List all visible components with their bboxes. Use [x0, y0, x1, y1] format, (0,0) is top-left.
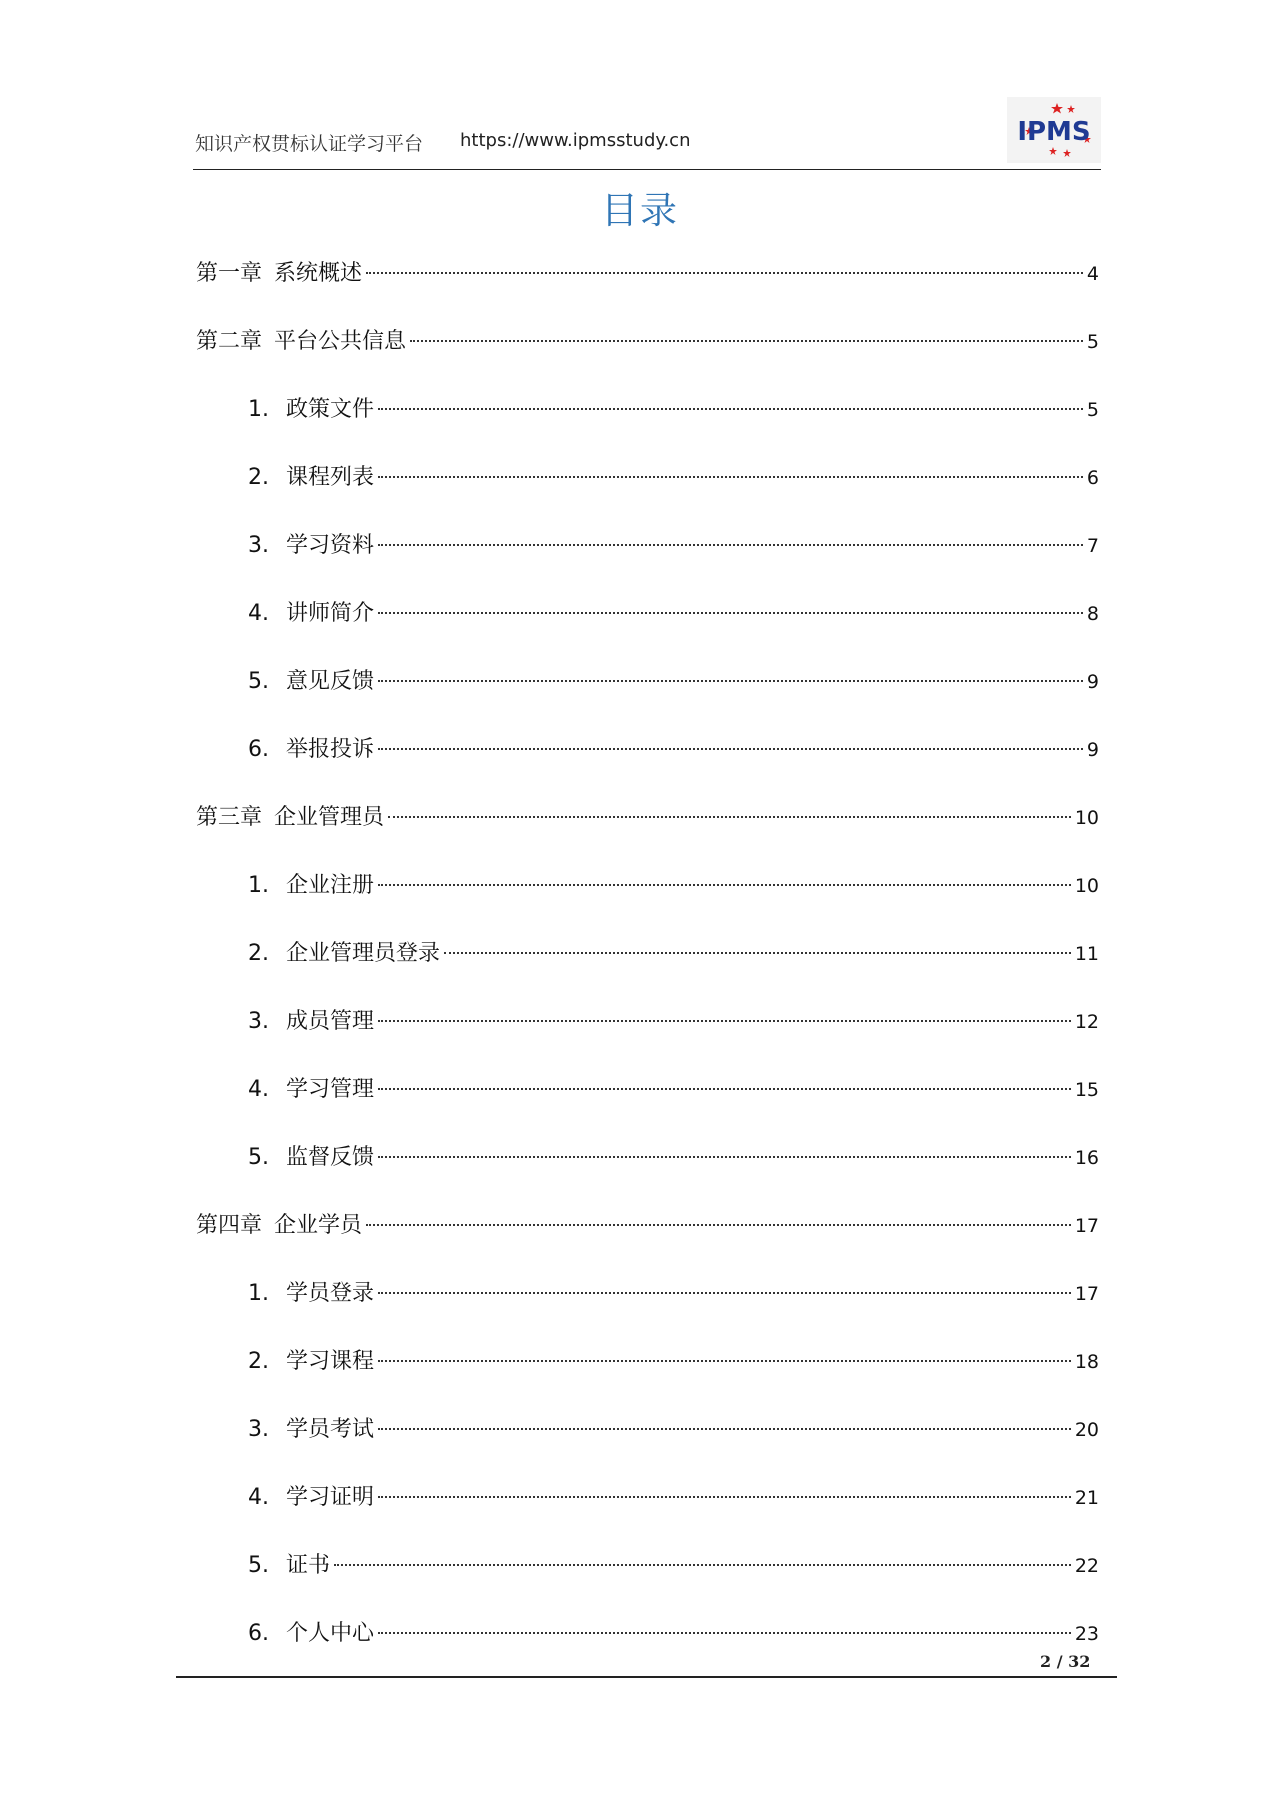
toc-entry-label: 学员登录: [286, 1281, 375, 1306]
toc-page-number: 20: [1074, 1419, 1099, 1441]
toc-page-number: 17: [1074, 1215, 1099, 1237]
toc-section-number: 1.: [248, 397, 269, 422]
toc-page-number: 10: [1074, 807, 1099, 829]
toc-dot-leader: [378, 748, 1083, 750]
toc-section-entry[interactable]: [248, 1548, 1099, 1578]
toc-dot-leader: [366, 272, 1083, 274]
toc-page-number: 10: [1074, 875, 1099, 897]
toc-dot-leader: [378, 1020, 1071, 1022]
toc-entry-label: 证书: [286, 1553, 331, 1578]
toc-page-number: 7: [1086, 535, 1099, 557]
toc-page-number: 4: [1086, 263, 1099, 285]
toc-entry-label: 成员管理: [286, 1009, 375, 1034]
toc-page-number: 22: [1074, 1555, 1099, 1577]
toc-page-number: 15: [1074, 1079, 1099, 1101]
toc-section-entry[interactable]: [248, 392, 1099, 422]
toc-page-number: 18: [1074, 1351, 1099, 1373]
toc-section-number: 3.: [248, 533, 269, 558]
toc-section-entry[interactable]: [248, 664, 1099, 694]
toc-entry-label: 系统概述: [274, 261, 363, 286]
toc-section-entry[interactable]: [248, 1276, 1099, 1306]
toc-page-number: 9: [1086, 671, 1099, 693]
toc-section-number: 2.: [248, 941, 269, 966]
toc-dot-leader: [378, 1360, 1071, 1362]
toc-section-number: 1.: [248, 1281, 269, 1306]
toc-page-number: 6: [1086, 467, 1099, 489]
toc-section-entry[interactable]: [248, 596, 1099, 626]
toc-dot-leader: [444, 952, 1071, 954]
toc-dot-leader: [378, 408, 1083, 410]
toc-entry-label: 学习课程: [286, 1349, 375, 1374]
toc-entry-label: 个人中心: [286, 1621, 375, 1646]
site-name: 知识产权贯标认证学习平台: [195, 133, 424, 155]
toc-section-entry[interactable]: [248, 936, 1099, 966]
toc-entry-label: 学员考试: [286, 1417, 375, 1442]
toc-page-number: 9: [1086, 739, 1099, 761]
toc-dot-leader: [378, 612, 1083, 614]
toc-chapter-number: 第二章: [196, 329, 263, 354]
toc-section-entry[interactable]: [248, 460, 1099, 490]
toc-section-number: 3.: [248, 1417, 269, 1442]
toc-section-number: 5.: [248, 669, 269, 694]
toc-dot-leader: [378, 1496, 1071, 1498]
toc-section-entry[interactable]: [248, 1004, 1099, 1034]
toc-section-entry[interactable]: [248, 1480, 1099, 1510]
toc-entry-label: 企业管理员: [274, 805, 385, 830]
toc-dot-leader: [378, 884, 1071, 886]
toc-entry-label: 举报投诉: [286, 737, 375, 762]
toc-dot-leader: [378, 1156, 1071, 1158]
toc-section-number: 5.: [248, 1145, 269, 1170]
toc-entry-label: 平台公共信息: [274, 329, 407, 354]
toc-section-entry[interactable]: [248, 1140, 1099, 1170]
toc-dot-leader: [378, 680, 1083, 682]
toc-dot-leader: [378, 1428, 1071, 1430]
toc-section-number: 3.: [248, 1009, 269, 1034]
toc-dot-leader: [378, 544, 1083, 546]
toc-page-number: 17: [1074, 1283, 1099, 1305]
toc-entry-label: 企业管理员登录: [286, 941, 441, 966]
toc-section-entry[interactable]: [248, 868, 1099, 898]
toc-dot-leader: [378, 1632, 1071, 1634]
toc-page-number: 8: [1086, 603, 1099, 625]
toc-section-entry[interactable]: [248, 1412, 1099, 1442]
toc-page-number: 16: [1074, 1147, 1099, 1169]
toc-section-entry[interactable]: [248, 1072, 1099, 1102]
toc-chapter-entry[interactable]: [196, 800, 1099, 830]
toc-dot-leader: [378, 1088, 1071, 1090]
toc-dot-leader: [366, 1224, 1071, 1226]
toc-dot-leader: [378, 476, 1083, 478]
toc-chapter-entry[interactable]: [196, 256, 1099, 286]
svg-text:IPMS: IPMS: [1017, 117, 1091, 147]
toc-section-number: 1.: [248, 873, 269, 898]
toc-entry-label: 学习证明: [286, 1485, 375, 1510]
toc-dot-leader: [378, 1292, 1071, 1294]
toc-section-number: 4.: [248, 1485, 269, 1510]
toc-dot-leader: [410, 340, 1083, 342]
toc-entry-label: 政策文件: [286, 397, 375, 422]
toc-page-number: 5: [1086, 331, 1099, 353]
toc-section-entry[interactable]: [248, 528, 1099, 558]
toc-page-number: 5: [1086, 399, 1099, 421]
toc-chapter-number: 第三章: [196, 805, 263, 830]
toc-entry-label: 学习管理: [286, 1077, 375, 1102]
toc-section-number: 6.: [248, 737, 269, 762]
footer-divider: [176, 1676, 1117, 1678]
toc-entry-label: 监督反馈: [286, 1145, 375, 1170]
toc-dot-leader: [334, 1564, 1071, 1566]
page-indicator: 2 / 32: [1040, 1652, 1091, 1671]
toc-entry-label: 课程列表: [286, 465, 375, 490]
toc-entry-label: 意见反馈: [286, 669, 375, 694]
toc-chapter-entry[interactable]: [196, 1208, 1099, 1238]
toc-section-number: 4.: [248, 601, 269, 626]
toc-title: 目录: [601, 189, 679, 232]
toc-page-number: 23: [1074, 1623, 1099, 1645]
toc-section-entry[interactable]: [248, 1616, 1099, 1646]
toc-section-entry[interactable]: [248, 732, 1099, 762]
toc-entry-label: 讲师简介: [286, 601, 375, 626]
toc-chapter-entry[interactable]: [196, 324, 1099, 354]
toc-page-number: 21: [1074, 1487, 1099, 1509]
toc-entry-label: 企业注册: [286, 873, 375, 898]
toc-dot-leader: [388, 816, 1071, 818]
toc-section-number: 4.: [248, 1077, 269, 1102]
toc-section-number: 2.: [248, 465, 269, 490]
toc-entry-label: 企业学员: [274, 1213, 363, 1238]
toc-entry-label: 学习资料: [286, 533, 375, 558]
toc-page-number: 11: [1074, 943, 1099, 965]
toc-page-number: 12: [1074, 1011, 1099, 1033]
toc-section-number: 6.: [248, 1621, 269, 1646]
toc-chapter-number: 第一章: [196, 261, 263, 286]
toc-chapter-number: 第四章: [196, 1213, 263, 1238]
site-url[interactable]: https://www.ipmsstudy.cn: [460, 130, 691, 151]
toc-section-entry[interactable]: [248, 1344, 1099, 1374]
toc-section-number: 2.: [248, 1349, 269, 1374]
toc-section-number: 5.: [248, 1553, 269, 1578]
